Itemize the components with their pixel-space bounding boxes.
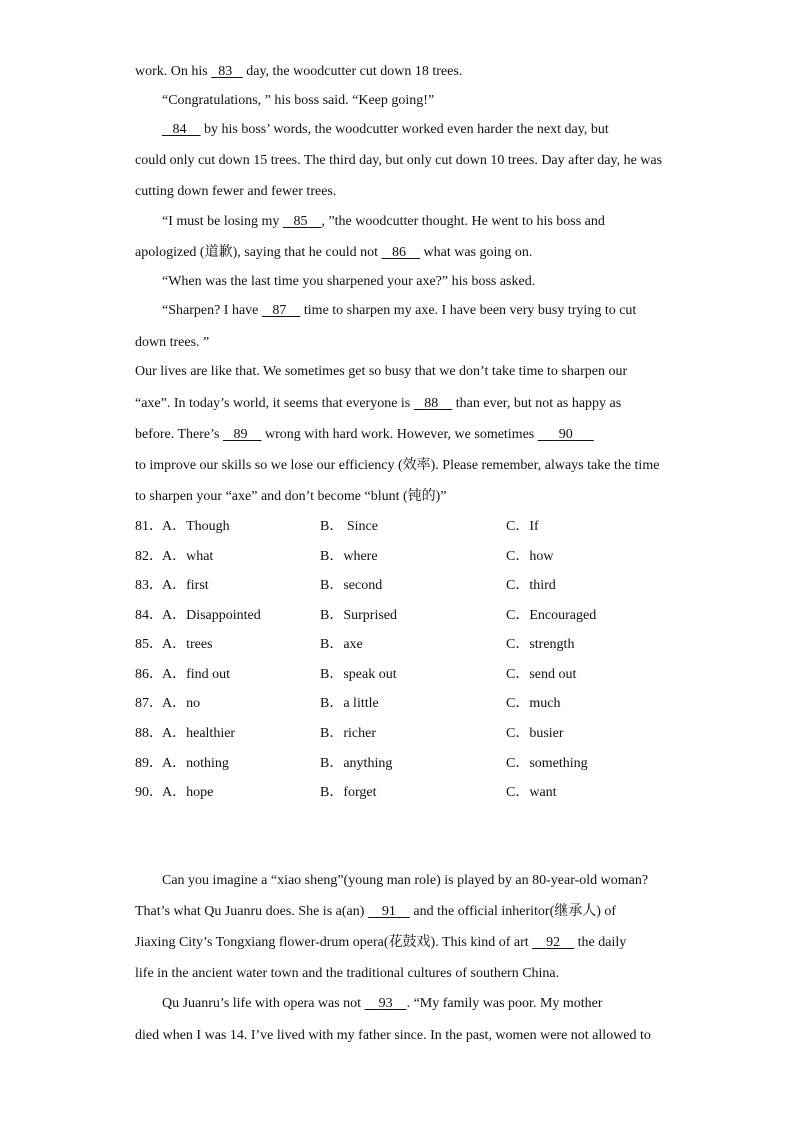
text-run: work. On his bbox=[135, 64, 212, 79]
option-row bbox=[135, 784, 695, 802]
text-run: than ever, but not as happy as bbox=[452, 396, 622, 411]
passage-line: to improve our skills so we lose our efficiency (效率). Please remember, always take the time bbox=[135, 458, 660, 473]
option-a: A．what bbox=[162, 549, 214, 564]
question-number: 84． bbox=[135, 608, 163, 623]
option-row bbox=[135, 666, 695, 684]
question-number: 83． bbox=[135, 578, 163, 593]
option-row bbox=[135, 636, 695, 654]
option-row bbox=[135, 725, 695, 743]
option-row bbox=[135, 518, 695, 536]
passage-line bbox=[162, 302, 636, 320]
question-number: 86． bbox=[135, 667, 163, 682]
option-a: A．first bbox=[162, 578, 209, 593]
text-run: time to sharpen my axe. I have been very busy trying to cut bbox=[300, 303, 637, 318]
question-number: 82． bbox=[135, 549, 163, 564]
blank-90: 90 bbox=[558, 427, 573, 442]
option-c: C．third bbox=[506, 578, 556, 593]
text-run: . “My family was poor. My mother bbox=[406, 996, 603, 1011]
passage-line bbox=[135, 934, 626, 952]
blank-86: 86 bbox=[392, 245, 406, 260]
option-b: B．speak out bbox=[320, 667, 397, 682]
text-run: “Sharpen? I have bbox=[162, 303, 262, 318]
text-run: what was going on. bbox=[420, 245, 533, 260]
question-number: 88． bbox=[135, 726, 163, 741]
option-b: B．anything bbox=[320, 756, 393, 771]
blank-87: 87 bbox=[272, 303, 287, 318]
passage-line: cutting down fewer and fewer trees. bbox=[135, 184, 337, 199]
option-b: B．forget bbox=[320, 785, 377, 800]
blank-85: 85 bbox=[293, 214, 308, 229]
option-a: A．find out bbox=[162, 667, 231, 682]
passage-line: down trees. ” bbox=[135, 335, 210, 350]
option-c: C．busier bbox=[506, 726, 564, 741]
option-b: B．where bbox=[320, 549, 378, 564]
option-row bbox=[135, 755, 695, 773]
text-run: wrong with hard work. However, we sometimes bbox=[261, 427, 538, 442]
passage-line bbox=[135, 63, 462, 81]
option-row bbox=[135, 607, 695, 625]
option-b: B． Since bbox=[320, 519, 378, 534]
option-row bbox=[135, 577, 695, 595]
option-b: B．Surprised bbox=[320, 608, 397, 623]
text-run: “I must be losing my bbox=[162, 214, 283, 229]
option-c: C．If bbox=[506, 519, 539, 534]
option-b: B．second bbox=[320, 578, 383, 593]
blank-89: 89 bbox=[233, 427, 248, 442]
option-a: A．hope bbox=[162, 785, 214, 800]
text-run: day, the woodcutter cut down 18 trees. bbox=[242, 64, 463, 79]
option-c: C．send out bbox=[506, 667, 577, 682]
text-run: by his boss’ words, the woodcutter worked even harder the next day, but bbox=[200, 122, 609, 137]
passage-line: Our lives are like that. We sometimes get so busy that we don’t take time to sharpen our bbox=[135, 364, 628, 379]
option-b: B．richer bbox=[320, 726, 376, 741]
option-a: A．Though bbox=[162, 519, 230, 534]
passage-line bbox=[162, 213, 605, 231]
text-run: the daily bbox=[574, 935, 627, 950]
option-row bbox=[135, 548, 695, 566]
blank-84: 84 bbox=[172, 122, 187, 137]
text-run: , ”the woodcutter thought. He went to his boss and bbox=[321, 214, 605, 229]
passage-line: to sharpen your “axe” and don’t become “blunt (钝的)” bbox=[135, 489, 447, 504]
blank-88: 88 bbox=[424, 396, 439, 411]
option-c: C．strength bbox=[506, 637, 575, 652]
option-c: C．how bbox=[506, 549, 554, 564]
passage-line: could only cut down 15 trees. The third day, but only cut down 10 trees. Day after day, he was bbox=[135, 153, 663, 168]
option-b: B．axe bbox=[320, 637, 363, 652]
blank-83: 83 bbox=[218, 64, 233, 79]
option-a: A．healthier bbox=[162, 726, 236, 741]
text-run: apologized (道歉), saying that he could not bbox=[135, 245, 382, 260]
passage-line: Can you imagine a “xiao sheng”(young man role) is played by an 80-year-old woman? bbox=[162, 873, 649, 888]
option-row bbox=[135, 695, 695, 713]
text-run: Qu Juanru’s life with opera was not bbox=[162, 996, 365, 1011]
passage-line bbox=[135, 395, 621, 413]
passage-line: “When was the last time you sharpened your axe?” his boss asked. bbox=[162, 274, 536, 289]
passage-line: life in the ancient water town and the traditional cultures of southern China. bbox=[135, 966, 560, 981]
option-c: C．something bbox=[506, 756, 588, 771]
option-a: A．nothing bbox=[162, 756, 229, 771]
option-c: C．much bbox=[506, 696, 561, 711]
passage-line: “Congratulations, ” his boss said. “Keep going!” bbox=[162, 93, 435, 108]
option-a: A．trees bbox=[162, 637, 213, 652]
passage-line bbox=[162, 995, 603, 1013]
passage-line bbox=[135, 244, 532, 262]
option-a: A．Disappointed bbox=[162, 608, 261, 623]
text-run: Jiaxing City’s Tongxiang flower-drum opera(花鼓戏). This kind of art bbox=[135, 935, 533, 950]
question-number: 81． bbox=[135, 519, 163, 534]
question-number: 89． bbox=[135, 756, 163, 771]
text-run: before. There’s bbox=[135, 427, 223, 442]
blank-93: 93 bbox=[378, 996, 393, 1011]
text-run: “axe”. In today’s world, it seems that everyone is bbox=[135, 396, 414, 411]
blank-91: 91 bbox=[381, 904, 396, 919]
question-number: 87． bbox=[135, 696, 163, 711]
option-a: A．no bbox=[162, 696, 201, 711]
passage-line bbox=[135, 903, 616, 921]
passage-line bbox=[135, 426, 594, 444]
passage-line bbox=[162, 121, 609, 139]
question-number: 85． bbox=[135, 637, 163, 652]
question-number: 90． bbox=[135, 785, 163, 800]
option-b: B．a little bbox=[320, 696, 379, 711]
option-c: C．Encouraged bbox=[506, 608, 597, 623]
passage-line: died when I was 14. I’ve lived with my father since. In the past, women were not allowed to bbox=[135, 1028, 651, 1043]
option-c: C．want bbox=[506, 785, 557, 800]
text-run: That’s what Qu Juanru does. She is a(an) bbox=[135, 904, 368, 919]
text-run: and the official inheritor(继承人) of bbox=[409, 904, 617, 919]
blank-92: 92 bbox=[546, 935, 561, 950]
